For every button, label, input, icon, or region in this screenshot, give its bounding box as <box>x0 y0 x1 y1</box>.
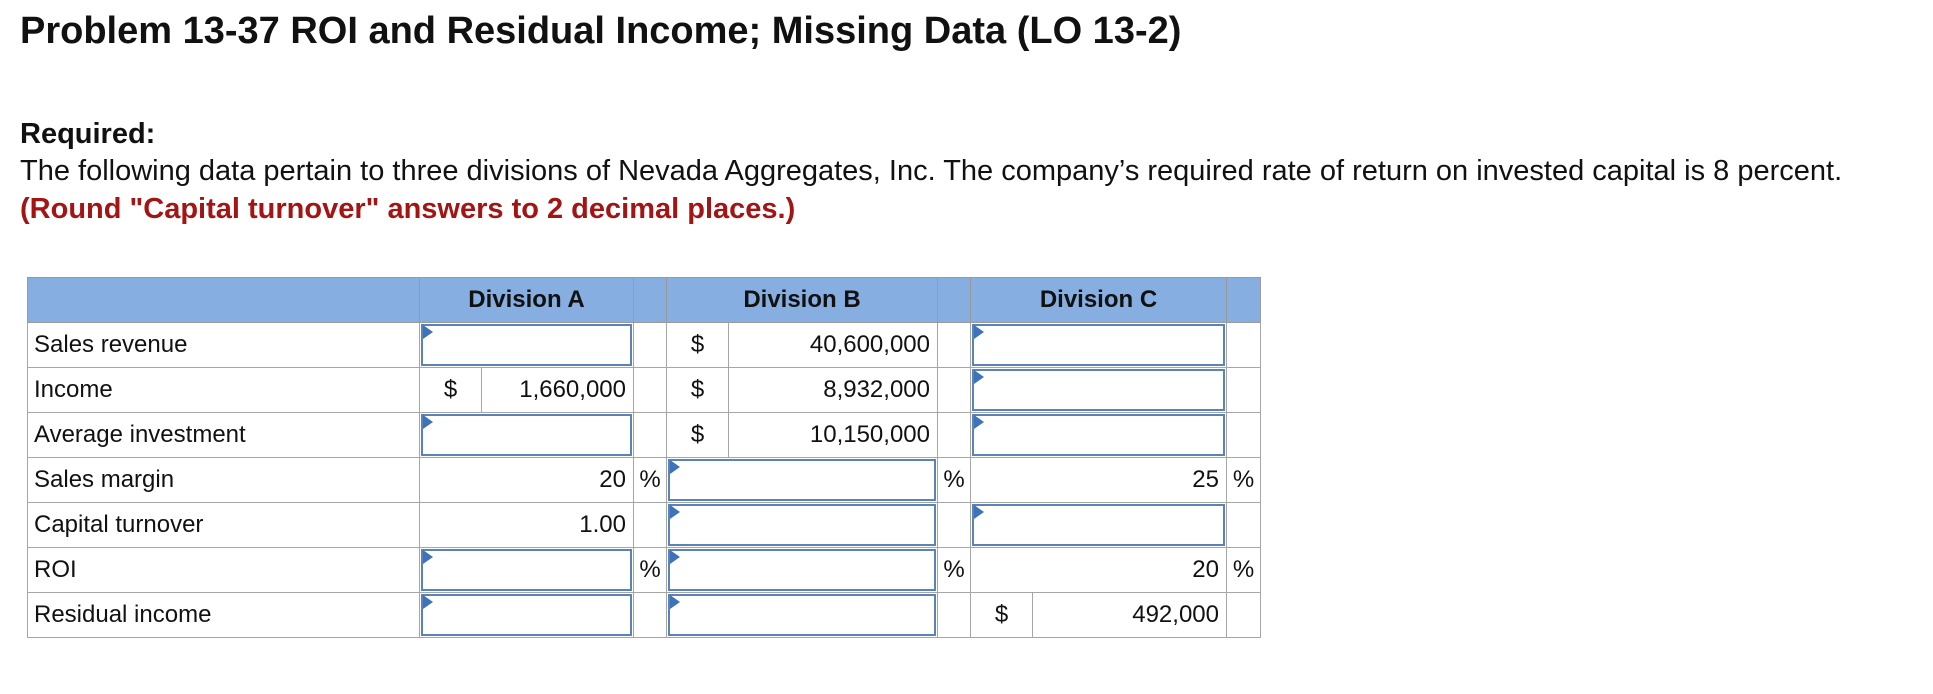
table-header-row <box>28 278 1261 323</box>
header-spacer-b <box>938 278 971 323</box>
input-flag-icon <box>974 505 984 519</box>
input-flag-icon <box>670 550 680 564</box>
cell-c-residual-income-value: 492,000 <box>1033 593 1227 638</box>
input-b-sales-margin[interactable] <box>668 459 936 501</box>
required-label: Required: <box>20 118 156 150</box>
cell-c-sales-margin-unit: % <box>1227 458 1261 503</box>
input-flag-icon <box>423 415 433 429</box>
input-a-residual-income[interactable] <box>421 594 632 636</box>
cell-c-capital-turnover-unit <box>1227 503 1261 548</box>
input-a-sales-revenue[interactable] <box>421 324 632 366</box>
cell-b-capital-turnover-unit <box>938 503 971 548</box>
header-division-a: Division A <box>420 278 634 323</box>
cell-b-sales-margin <box>667 458 938 503</box>
cell-a-residual-income <box>420 593 634 638</box>
input-b-residual-income[interactable] <box>668 594 936 636</box>
input-a-average-investment[interactable] <box>421 414 632 456</box>
cell-a-income-value: 1,660,000 <box>482 368 634 413</box>
cell-b-average-investment-unit <box>938 413 971 458</box>
cell-b-sales-revenue-value: 40,600,000 <box>729 323 938 368</box>
cell-b-roi <box>667 548 938 593</box>
rounding-instruction: (Round "Capital turnover" answers to 2 decimal places.) <box>20 193 796 225</box>
cell-a-roi <box>420 548 634 593</box>
row-income <box>28 368 1261 413</box>
row-sales-revenue <box>28 323 1261 368</box>
cell-c-sales-revenue <box>971 323 1227 368</box>
input-c-capital-turnover[interactable] <box>972 504 1225 546</box>
input-flag-icon <box>670 505 680 519</box>
cell-a-capital-turnover-value: 1.00 <box>420 503 634 548</box>
cell-a-income-unit <box>634 368 667 413</box>
header-division-b: Division B <box>667 278 938 323</box>
cell-c-average-investment-unit <box>1227 413 1261 458</box>
cell-c-average-investment <box>971 413 1227 458</box>
input-c-income[interactable] <box>972 369 1225 411</box>
row-roi <box>28 548 1261 593</box>
cell-c-income <box>971 368 1227 413</box>
cell-c-residual-income-symbol: $ <box>971 593 1033 638</box>
cell-b-average-investment-value: 10,150,000 <box>729 413 938 458</box>
input-flag-icon <box>974 415 984 429</box>
row-label-roi: ROI <box>28 548 420 593</box>
division-data-table <box>27 277 1261 638</box>
cell-a-sales-margin-unit: % <box>634 458 667 503</box>
problem-title: Problem 13-37 ROI and Residual Income; Missing Data (LO 13-2) <box>20 10 1182 52</box>
input-c-sales-revenue[interactable] <box>972 324 1225 366</box>
cell-b-residual-income <box>667 593 938 638</box>
header-spacer-c <box>1227 278 1261 323</box>
cell-c-income-unit <box>1227 368 1261 413</box>
cell-b-roi-unit: % <box>938 548 971 593</box>
row-capital-turnover <box>28 503 1261 548</box>
row-label-income: Income <box>28 368 420 413</box>
cell-b-income-symbol: $ <box>667 368 729 413</box>
input-a-roi[interactable] <box>421 549 632 591</box>
input-flag-icon <box>670 595 680 609</box>
cell-c-residual-income-unit <box>1227 593 1261 638</box>
input-flag-icon <box>974 370 984 384</box>
cell-b-income-value: 8,932,000 <box>729 368 938 413</box>
input-flag-icon <box>423 595 433 609</box>
cell-a-sales-revenue-unit <box>634 323 667 368</box>
cell-a-capital-turnover-unit <box>634 503 667 548</box>
cell-a-average-investment-unit <box>634 413 667 458</box>
row-label-sales-revenue: Sales revenue <box>28 323 420 368</box>
row-label-capital-turnover: Capital turnover <box>28 503 420 548</box>
cell-a-sales-revenue <box>420 323 634 368</box>
cell-a-income-symbol: $ <box>420 368 482 413</box>
header-blank-cell <box>28 278 420 323</box>
input-flag-icon <box>423 325 433 339</box>
cell-a-sales-margin-value: 20 <box>420 458 634 503</box>
cell-c-sales-revenue-unit <box>1227 323 1261 368</box>
input-flag-icon <box>423 550 433 564</box>
cell-c-roi-value: 20 <box>971 548 1227 593</box>
required-description: The following data pertain to three divisions of Nevada Aggregates, Inc. The company’s required rate of return on invested capital is 8 percent. <box>20 155 1843 187</box>
row-label-residual-income: Residual income <box>28 593 420 638</box>
cell-a-residual-income-unit <box>634 593 667 638</box>
cell-b-sales-margin-unit: % <box>938 458 971 503</box>
input-b-roi[interactable] <box>668 549 936 591</box>
header-spacer-a <box>634 278 667 323</box>
cell-b-sales-revenue-unit <box>938 323 971 368</box>
input-flag-icon <box>670 460 680 474</box>
cell-a-roi-unit: % <box>634 548 667 593</box>
cell-c-roi-unit: % <box>1227 548 1261 593</box>
cell-b-income-unit <box>938 368 971 413</box>
required-text-block <box>20 152 1920 228</box>
cell-a-average-investment <box>420 413 634 458</box>
cell-b-sales-revenue-symbol: $ <box>667 323 729 368</box>
cell-c-capital-turnover <box>971 503 1227 548</box>
cell-b-residual-income-unit <box>938 593 971 638</box>
row-residual-income <box>28 593 1261 638</box>
header-division-c: Division C <box>971 278 1227 323</box>
row-label-sales-margin: Sales margin <box>28 458 420 503</box>
cell-b-average-investment-symbol: $ <box>667 413 729 458</box>
row-label-average-investment: Average investment <box>28 413 420 458</box>
row-average-investment <box>28 413 1261 458</box>
cell-b-capital-turnover <box>667 503 938 548</box>
input-c-average-investment[interactable] <box>972 414 1225 456</box>
cell-c-sales-margin-value: 25 <box>971 458 1227 503</box>
input-flag-icon <box>974 325 984 339</box>
input-b-capital-turnover[interactable] <box>668 504 936 546</box>
row-sales-margin <box>28 458 1261 503</box>
